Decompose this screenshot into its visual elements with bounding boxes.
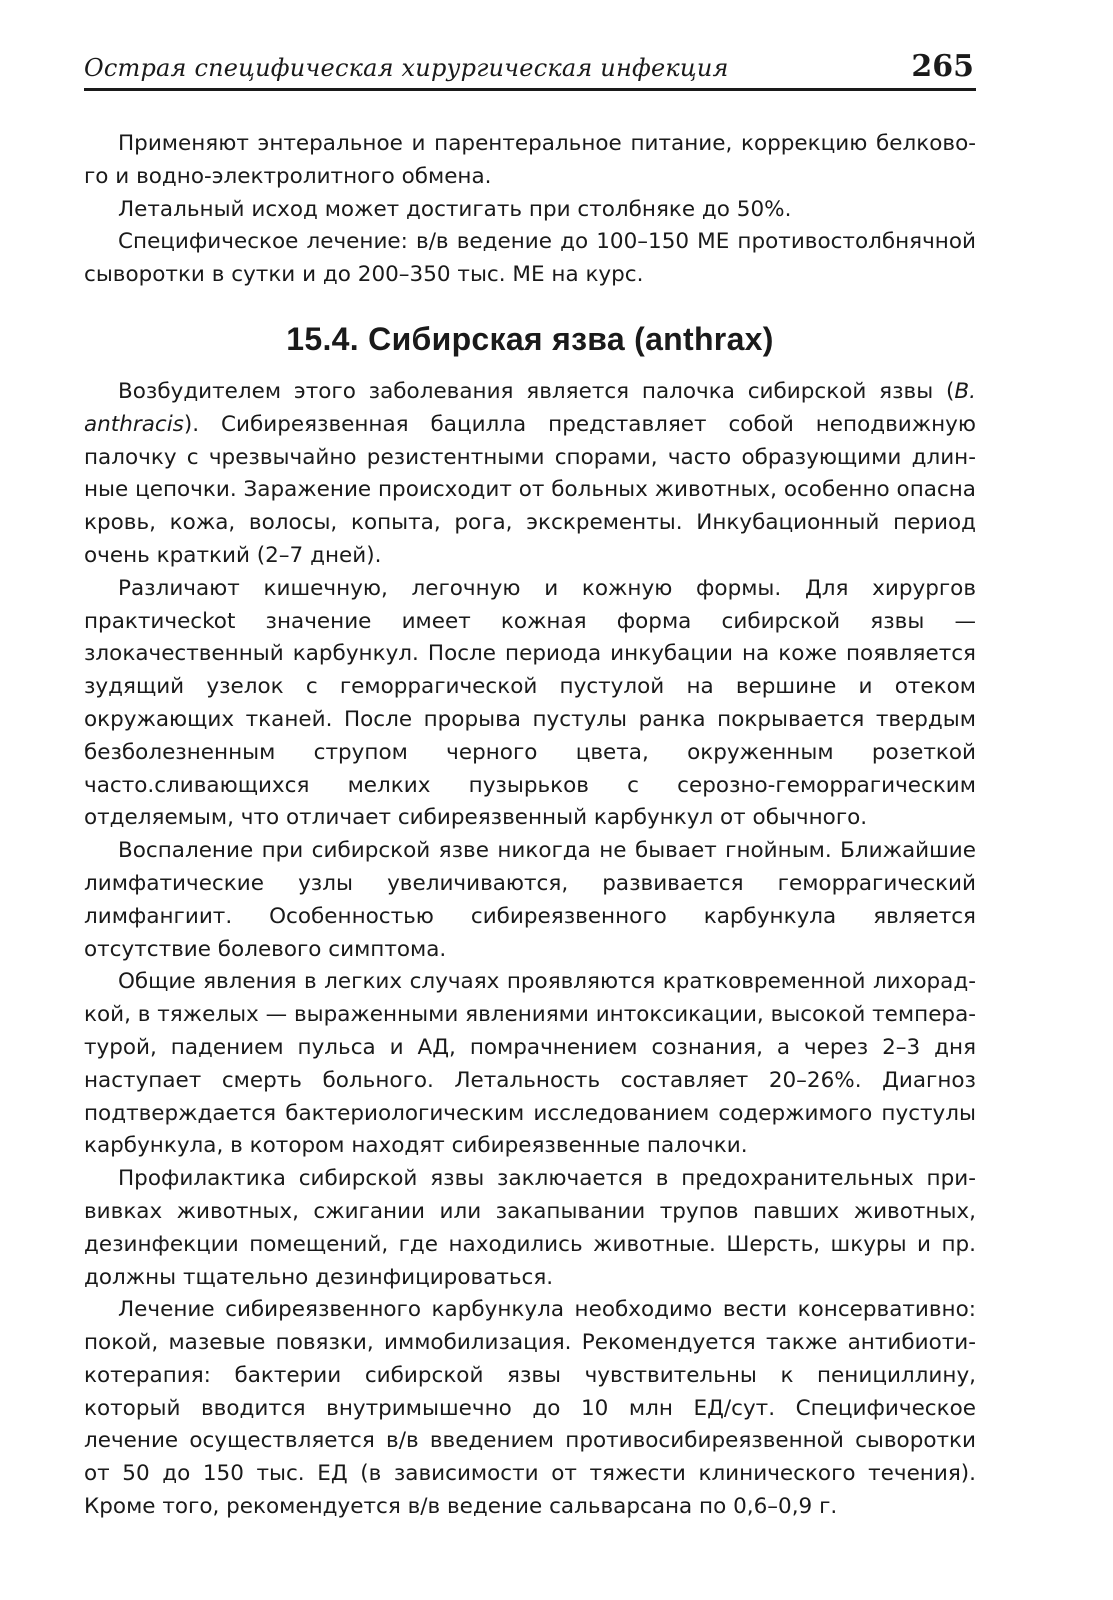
paragraph: Воспаление при сибирской язве никогда не бывает гнойным. Ближайшие лимфатические узлы увеличиваются, развивается геморрагический лимфангиит. Особенностью сибиреязвенного карбункула является отсутствие болевого симптома. xyxy=(84,838,976,962)
page-number: 265 xyxy=(911,49,974,84)
section-heading xyxy=(84,319,976,359)
paragraph: Специфическое лечение: в/в ведение до 100–150 МЕ противостолбнячной сыворотки в сутки и до 200–350 тыс. МЕ на курс. xyxy=(84,229,976,288)
section-title: Сибирская язва (anthrax) xyxy=(368,320,774,357)
paragraph-text: Возбудителем этого заболевания является палочка сибирской язвы ( xyxy=(118,378,955,404)
paragraph: Общие явления в легких случаях проявляются кратковременной лихорадкой, в тяжелых — выраженными явлениями интоксикации, высокой температурой, падением пульса и АД, помрачнением сознания, а через 2–3 дня наступает смерть больного. Летальность составляет 20–26%. Диагноз подтверждается бактериологическим исследованием содержимого пустулы карбункула, в котором находят сибиреязвенные палочки. xyxy=(84,969,977,1159)
intro-text xyxy=(84,128,976,292)
paragraph: Различают кишечную, легочную и кожную формы. Для хирургов практичесkot значение имеет кожная форма сибирской язвы — злокачественный карбункул. После периода инкубации на коже появляется зудящий узелок с геморрагической пустулой на вершине и отеком окружающих тканей. После прорыва пустулы ранка покрывается твердым безболезненным струпом черного цвета, окруженным розеткой часто.сливающихся мелких пузырьков с серозно-геморрагическим отделяемым, что отличает сибиреязвенный карбункул от обычного. xyxy=(84,575,976,831)
running-title: Острая специфическая хирургическая инфекция xyxy=(84,54,729,82)
paragraph-text: ). Сибиреязвенная бацилла представляет собой неподвижную палочку с чрезвычайно резистентными спорами, часто образующими длинные цепочки. Заражение происходит от больных животных, особенно опасна кровь, кожа, волосы, копыта, рога, экскременты. Инкубационный период очень краткий (2–7 дней). xyxy=(84,411,976,568)
paragraph: Профилактика сибирской язвы заключается в предохранительных прививках животных, сжигании или закапывании трупов павших животных, дезинфекции помещений, где находились животные. Шерсть, шкуры и пр. должны тщательно дезинфицироваться. xyxy=(84,1166,976,1290)
paragraph xyxy=(84,376,976,573)
paragraph: Применяют энтеральное и парентеральное питание, коррекцию белкового и водно-электролитного обмена. xyxy=(84,131,976,189)
section-number: 15.4. xyxy=(286,320,359,357)
section-text xyxy=(84,376,976,1524)
latin-species-name: B. anthracis xyxy=(84,378,976,437)
running-header xyxy=(84,38,976,91)
paragraph: Летальный исход может достигать при столбняке до 50%. xyxy=(118,196,792,222)
paragraph: Лечение сибиреязвенного карбункула необходимо вести консервативно: покой, мазевые повязки, иммобилизация. Рекомендуется также антибиотикотерапия: бактерии сибирской язвы чувствительны к пенициллину, который вводится внутримышечно до 10 млн ЕД/сут. Специфическое лечение осуществляется в/в введением противосибиреязвенной сыворотки от 50 до 150 тыс. ЕД (в зависимости от тяжести клинического течения). Кроме того, рекомендуется в/в ведение сальварсана по 0,6–0,9 г. xyxy=(84,1297,976,1520)
book-page xyxy=(84,38,976,1524)
